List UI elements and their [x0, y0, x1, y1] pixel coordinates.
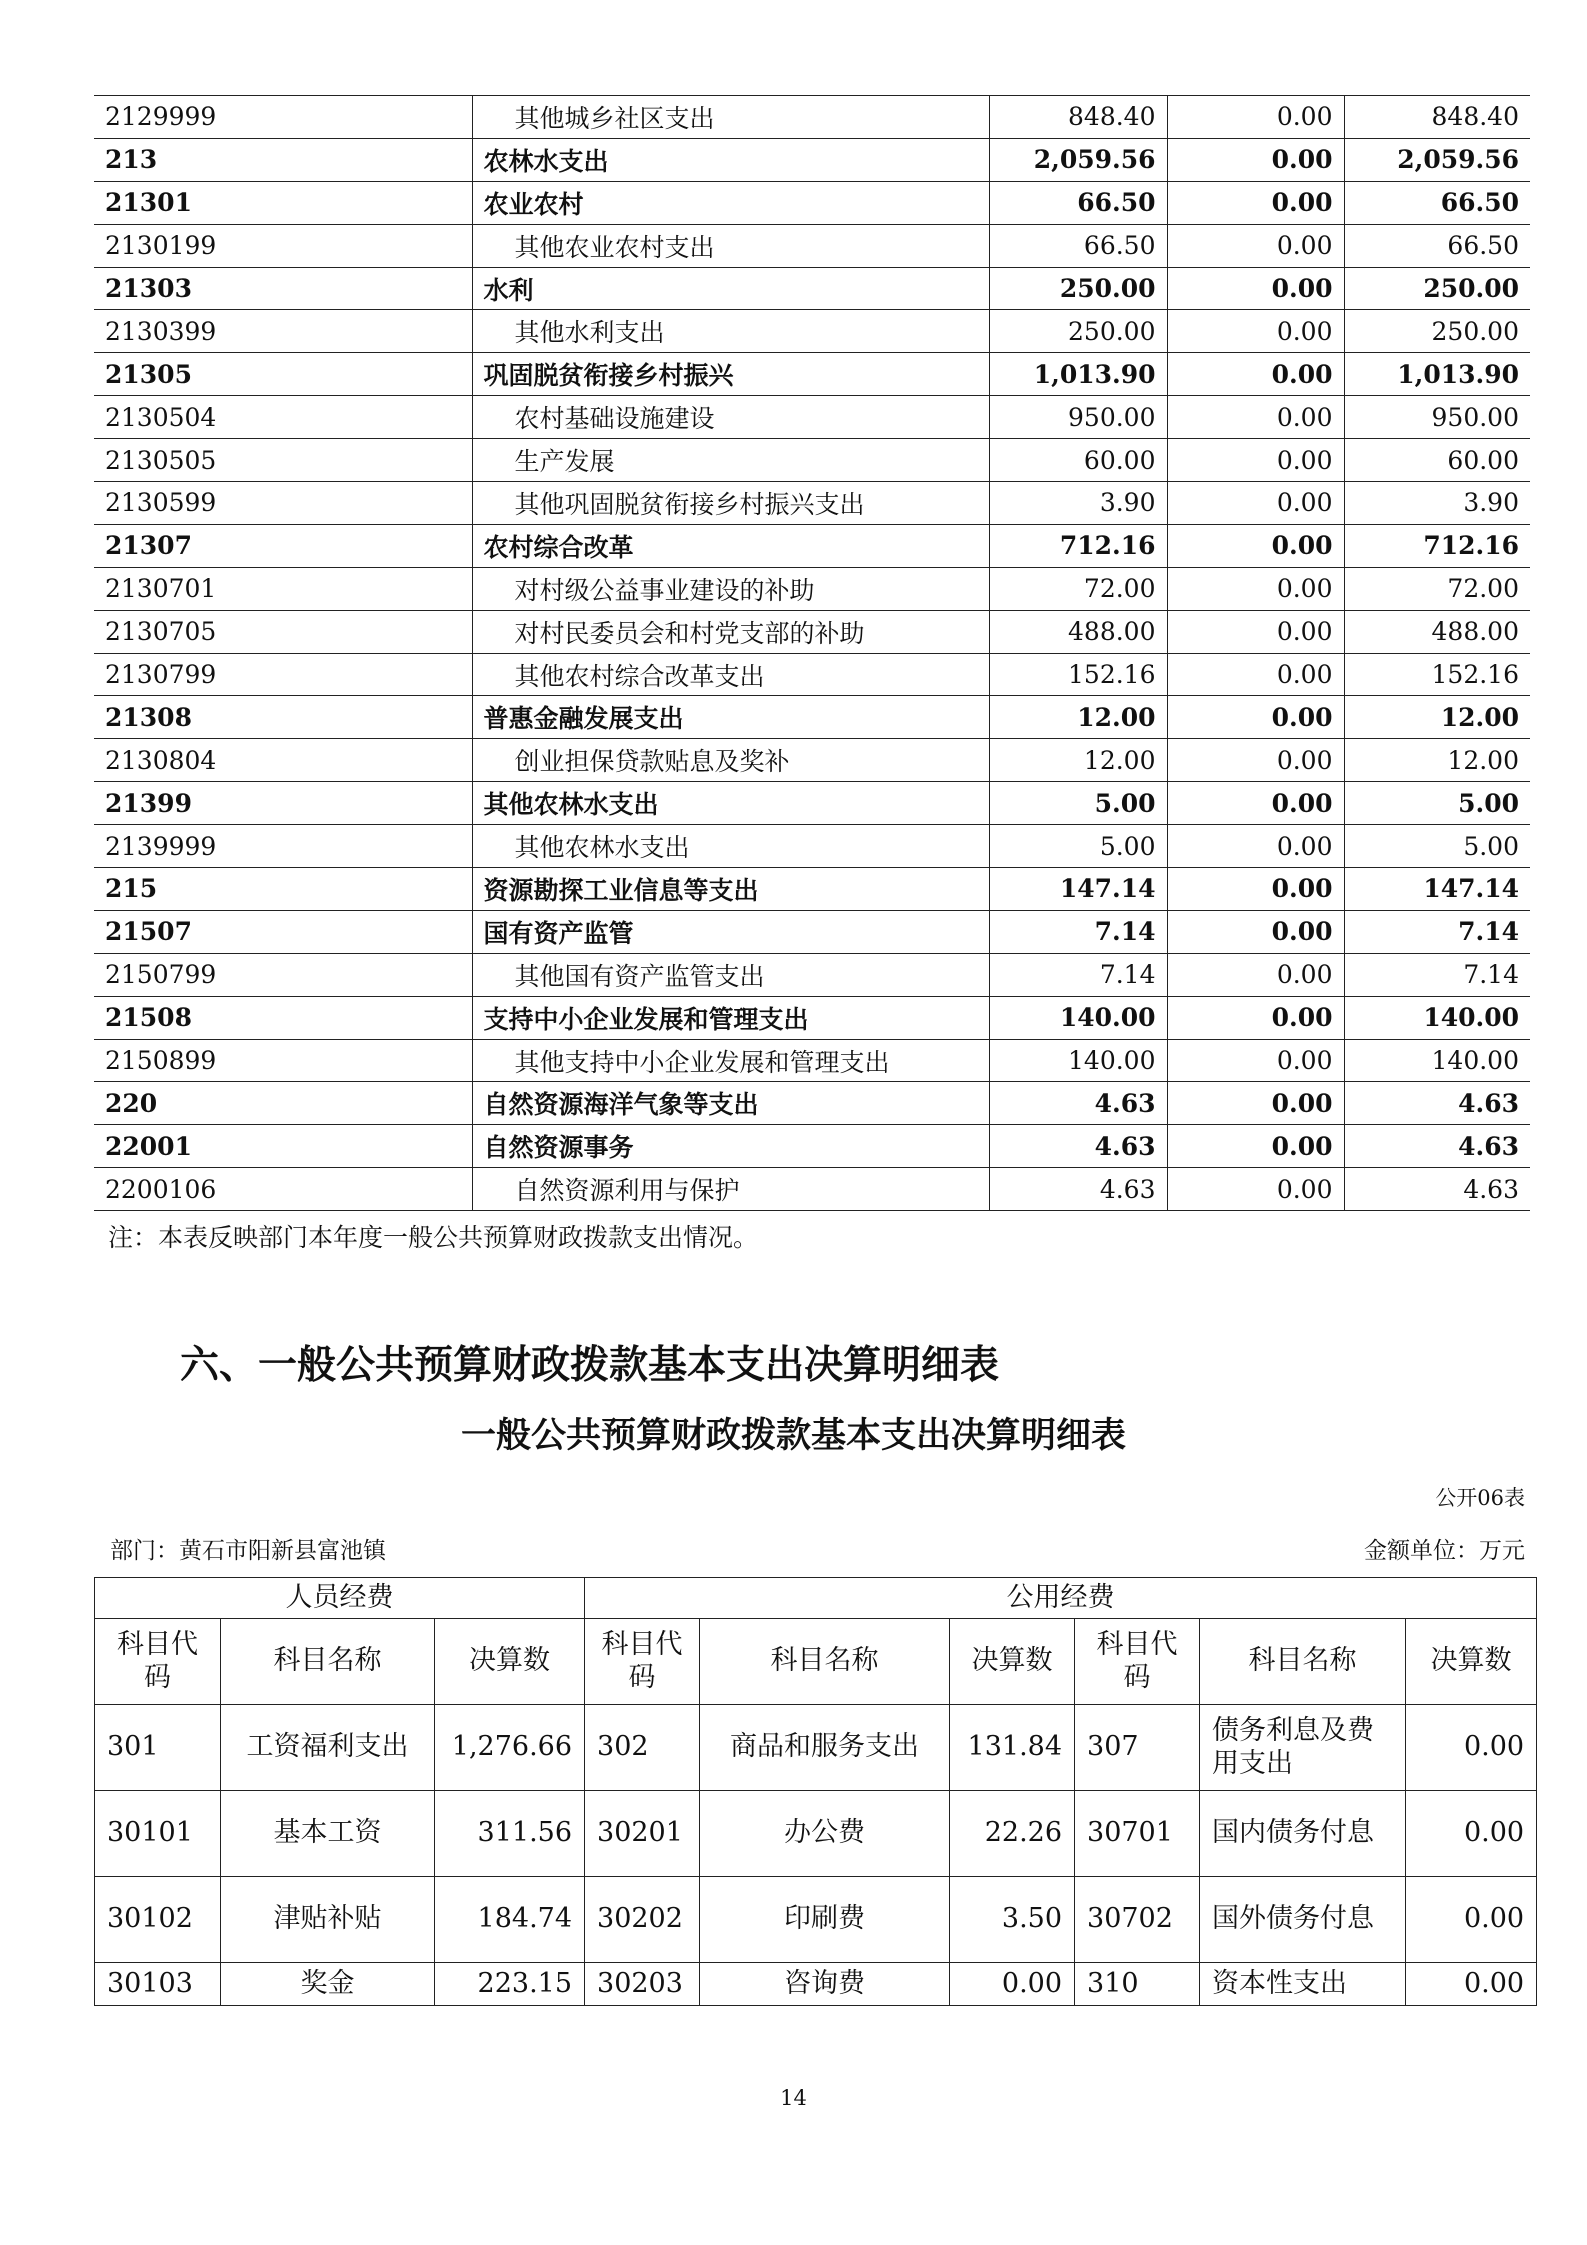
amount-b: 0.00 [1167, 1168, 1344, 1211]
public-name: 咨询费 [700, 1963, 950, 2006]
subject-name: 农村综合改革 [472, 524, 989, 567]
table-row [94, 1039, 1530, 1082]
table-row [94, 610, 1530, 653]
subject-code: 2130701 [94, 567, 472, 610]
amount-total: 72.00 [989, 567, 1167, 610]
amount-c: 12.00 [1344, 739, 1530, 782]
subject-name: 农业农村 [472, 181, 989, 224]
amount-c: 3.90 [1344, 482, 1530, 525]
public-code-2: 30701 [1075, 1791, 1200, 1877]
table-row [94, 353, 1530, 396]
public-amount: 3.50 [950, 1877, 1075, 1963]
amount-total: 147.14 [989, 868, 1167, 911]
group-header-row [95, 1578, 1537, 1619]
amount-c: 66.50 [1344, 224, 1530, 267]
subject-code: 2130199 [94, 224, 472, 267]
subject-code: 21308 [94, 696, 472, 739]
subject-code: 2130399 [94, 310, 472, 353]
amount-b: 0.00 [1167, 267, 1344, 310]
subject-name: 对村民委员会和村党支部的补助 [472, 610, 989, 653]
table-row [94, 868, 1530, 911]
personnel-name: 津贴补贴 [221, 1877, 435, 1963]
amount-c: 140.00 [1344, 996, 1530, 1039]
subject-name: 自然资源利用与保护 [472, 1168, 989, 1211]
col-header: 科目名称 [1200, 1619, 1406, 1705]
amount-b: 0.00 [1167, 696, 1344, 739]
public-name-2: 债务利息及费用支出 [1200, 1705, 1406, 1791]
public-amount-2: 0.00 [1406, 1877, 1537, 1963]
amount-b: 0.00 [1167, 868, 1344, 911]
amount-c: 152.16 [1344, 653, 1530, 696]
subject-code: 21508 [94, 996, 472, 1039]
amount-b: 0.00 [1167, 96, 1344, 139]
amount-b: 0.00 [1167, 181, 1344, 224]
group-personnel: 人员经费 [95, 1578, 585, 1619]
group-public: 公用经费 [585, 1578, 1537, 1619]
table-row [94, 739, 1530, 782]
subject-name: 自然资源海洋气象等支出 [472, 1082, 989, 1125]
amount-c: 4.63 [1344, 1168, 1530, 1211]
table-row [94, 310, 1530, 353]
public-name: 印刷费 [700, 1877, 950, 1963]
table-row [94, 653, 1530, 696]
expenditure-table [94, 95, 1530, 1211]
table-note: 注：本表反映部门本年度一般公共预算财政拨款支出情况。 [108, 1223, 759, 1252]
amount-c: 848.40 [1344, 96, 1530, 139]
table-row [94, 696, 1530, 739]
amount-b: 0.00 [1167, 482, 1344, 525]
col-header: 决算数 [435, 1619, 585, 1705]
subject-name: 自然资源事务 [472, 1125, 989, 1168]
table-row [94, 181, 1530, 224]
amount-total: 7.14 [989, 910, 1167, 953]
subject-code: 21307 [94, 524, 472, 567]
table-row [94, 953, 1530, 996]
subject-name: 水利 [472, 267, 989, 310]
subject-code: 21305 [94, 353, 472, 396]
table-row [95, 1963, 1537, 2006]
subject-code: 2130804 [94, 739, 472, 782]
column-header-row [95, 1619, 1537, 1705]
expenditure-table-body [94, 96, 1530, 1211]
subject-code: 21399 [94, 782, 472, 825]
amount-b: 0.00 [1167, 1125, 1344, 1168]
unit-label: 金额单位：万元 [1364, 1538, 1525, 1564]
table-row [94, 224, 1530, 267]
col-header: 决算数 [1406, 1619, 1537, 1705]
personnel-amount: 223.15 [435, 1963, 585, 2006]
table-row [94, 1082, 1530, 1125]
subject-code: 2130599 [94, 482, 472, 525]
amount-b: 0.00 [1167, 996, 1344, 1039]
amount-total: 712.16 [989, 524, 1167, 567]
personnel-amount: 311.56 [435, 1791, 585, 1877]
personnel-name: 奖金 [221, 1963, 435, 2006]
amount-c: 5.00 [1344, 825, 1530, 868]
amount-c: 712.16 [1344, 524, 1530, 567]
table-title: 一般公共预算财政拨款基本支出决算明细表 [460, 1416, 1126, 1456]
table-row [94, 138, 1530, 181]
subject-name: 生产发展 [472, 439, 989, 482]
subject-name: 其他农林水支出 [472, 825, 989, 868]
amount-total: 488.00 [989, 610, 1167, 653]
amount-c: 488.00 [1344, 610, 1530, 653]
amount-b: 0.00 [1167, 910, 1344, 953]
subject-name: 支持中小企业发展和管理支出 [472, 996, 989, 1039]
table-row [94, 96, 1530, 139]
amount-c: 66.50 [1344, 181, 1530, 224]
public-code-2: 30702 [1075, 1877, 1200, 1963]
amount-total: 66.50 [989, 224, 1167, 267]
amount-total: 950.00 [989, 396, 1167, 439]
table-row [94, 567, 1530, 610]
public-amount-2: 0.00 [1406, 1705, 1537, 1791]
subject-code: 213 [94, 138, 472, 181]
subject-name: 其他农林水支出 [472, 782, 989, 825]
amount-total: 152.16 [989, 653, 1167, 696]
table-row [94, 910, 1530, 953]
personnel-code: 30101 [95, 1791, 221, 1877]
amount-b: 0.00 [1167, 310, 1344, 353]
amount-b: 0.00 [1167, 396, 1344, 439]
col-header: 决算数 [950, 1619, 1075, 1705]
amount-total: 60.00 [989, 439, 1167, 482]
public-code: 30201 [585, 1791, 700, 1877]
col-header: 科目代码 [95, 1619, 221, 1705]
subject-name: 其他巩固脱贫衔接乡村振兴支出 [472, 482, 989, 525]
subject-name: 普惠金融发展支出 [472, 696, 989, 739]
public-code: 30203 [585, 1963, 700, 2006]
amount-total: 4.63 [989, 1168, 1167, 1211]
subject-code: 2139999 [94, 825, 472, 868]
subject-name: 资源勘探工业信息等支出 [472, 868, 989, 911]
subject-code: 21507 [94, 910, 472, 953]
table-row [95, 1877, 1537, 1963]
personnel-name: 工资福利支出 [221, 1705, 435, 1791]
subject-code: 2130799 [94, 653, 472, 696]
subject-name: 对村级公益事业建设的补助 [472, 567, 989, 610]
amount-total: 1,013.90 [989, 353, 1167, 396]
public-name-2: 国外债务付息 [1200, 1877, 1406, 1963]
amount-c: 250.00 [1344, 310, 1530, 353]
subject-code: 21303 [94, 267, 472, 310]
subject-code: 2129999 [94, 96, 472, 139]
public-code: 302 [585, 1705, 700, 1791]
amount-total: 4.63 [989, 1082, 1167, 1125]
section-heading: 六、一般公共预算财政拨款基本支出决算明细表 [180, 1343, 1000, 1388]
subject-code: 21301 [94, 181, 472, 224]
amount-b: 0.00 [1167, 782, 1344, 825]
table-row [95, 1791, 1537, 1877]
subject-code: 22001 [94, 1125, 472, 1168]
amount-b: 0.00 [1167, 610, 1344, 653]
table-row [94, 267, 1530, 310]
amount-total: 2,059.56 [989, 138, 1167, 181]
amount-total: 5.00 [989, 782, 1167, 825]
page-number: 14 [780, 2086, 807, 2110]
subject-name: 其他水利支出 [472, 310, 989, 353]
public-amount: 0.00 [950, 1963, 1075, 2006]
col-header: 科目名称 [221, 1619, 435, 1705]
table-row [94, 396, 1530, 439]
amount-b: 0.00 [1167, 825, 1344, 868]
basic-expenditure-table-body [95, 1578, 1537, 2006]
public-amount: 22.26 [950, 1791, 1075, 1877]
public-code-2: 307 [1075, 1705, 1200, 1791]
amount-b: 0.00 [1167, 653, 1344, 696]
department-label: 部门：黄石市阳新县富池镇 [110, 1538, 386, 1564]
subject-name: 农村基础设施建设 [472, 396, 989, 439]
amount-c: 4.63 [1344, 1082, 1530, 1125]
amount-total: 66.50 [989, 181, 1167, 224]
table-row [94, 1168, 1530, 1211]
personnel-code: 301 [95, 1705, 221, 1791]
personnel-name: 基本工资 [221, 1791, 435, 1877]
amount-total: 848.40 [989, 96, 1167, 139]
personnel-code: 30102 [95, 1877, 221, 1963]
amount-c: 4.63 [1344, 1125, 1530, 1168]
amount-b: 0.00 [1167, 567, 1344, 610]
amount-c: 140.00 [1344, 1039, 1530, 1082]
subject-name: 创业担保贷款贴息及奖补 [472, 739, 989, 782]
subject-name: 其他农村综合改革支出 [472, 653, 989, 696]
subject-code: 2150899 [94, 1039, 472, 1082]
table-row [94, 996, 1530, 1039]
subject-name: 农林水支出 [472, 138, 989, 181]
subject-code: 220 [94, 1082, 472, 1125]
amount-total: 12.00 [989, 739, 1167, 782]
amount-b: 0.00 [1167, 439, 1344, 482]
amount-c: 7.14 [1344, 910, 1530, 953]
amount-b: 0.00 [1167, 953, 1344, 996]
form-number: 公开06表 [1435, 1486, 1525, 1510]
table-row [94, 782, 1530, 825]
public-name-2: 资本性支出 [1200, 1963, 1406, 2006]
subject-code: 2200106 [94, 1168, 472, 1211]
amount-b: 0.00 [1167, 353, 1344, 396]
public-name: 办公费 [700, 1791, 950, 1877]
amount-c: 12.00 [1344, 696, 1530, 739]
amount-c: 72.00 [1344, 567, 1530, 610]
amount-b: 0.00 [1167, 739, 1344, 782]
amount-c: 1,013.90 [1344, 353, 1530, 396]
amount-c: 5.00 [1344, 782, 1530, 825]
amount-b: 0.00 [1167, 138, 1344, 181]
public-code: 30202 [585, 1877, 700, 1963]
public-name-2: 国内债务付息 [1200, 1791, 1406, 1877]
personnel-code: 30103 [95, 1963, 221, 2006]
subject-code: 2150799 [94, 953, 472, 996]
subject-name: 其他城乡社区支出 [472, 96, 989, 139]
basic-expenditure-table [94, 1577, 1537, 2006]
col-header: 科目代码 [1075, 1619, 1200, 1705]
amount-c: 2,059.56 [1344, 138, 1530, 181]
amount-c: 7.14 [1344, 953, 1530, 996]
public-name: 商品和服务支出 [700, 1705, 950, 1791]
col-header: 科目代码 [585, 1619, 700, 1705]
amount-b: 0.00 [1167, 1082, 1344, 1125]
col-header: 科目名称 [700, 1619, 950, 1705]
amount-total: 140.00 [989, 1039, 1167, 1082]
amount-total: 5.00 [989, 825, 1167, 868]
public-amount-2: 0.00 [1406, 1963, 1537, 2006]
amount-total: 250.00 [989, 267, 1167, 310]
amount-b: 0.00 [1167, 524, 1344, 567]
amount-total: 12.00 [989, 696, 1167, 739]
amount-c: 250.00 [1344, 267, 1530, 310]
public-amount: 131.84 [950, 1705, 1075, 1791]
amount-total: 3.90 [989, 482, 1167, 525]
public-code-2: 310 [1075, 1963, 1200, 2006]
table-row [94, 524, 1530, 567]
public-amount-2: 0.00 [1406, 1791, 1537, 1877]
amount-b: 0.00 [1167, 224, 1344, 267]
subject-name: 其他支持中小企业发展和管理支出 [472, 1039, 989, 1082]
table-row [94, 825, 1530, 868]
amount-c: 60.00 [1344, 439, 1530, 482]
subject-name: 巩固脱贫衔接乡村振兴 [472, 353, 989, 396]
personnel-amount: 184.74 [435, 1877, 585, 1963]
subject-name: 国有资产监管 [472, 910, 989, 953]
subject-code: 2130705 [94, 610, 472, 653]
table-row [94, 439, 1530, 482]
subject-name: 其他农业农村支出 [472, 224, 989, 267]
table-row [95, 1705, 1537, 1791]
amount-c: 147.14 [1344, 868, 1530, 911]
subject-name: 其他国有资产监管支出 [472, 953, 989, 996]
amount-total: 140.00 [989, 996, 1167, 1039]
amount-total: 250.00 [989, 310, 1167, 353]
table-row [94, 1125, 1530, 1168]
amount-b: 0.00 [1167, 1039, 1344, 1082]
amount-c: 950.00 [1344, 396, 1530, 439]
amount-total: 4.63 [989, 1125, 1167, 1168]
personnel-amount: 1,276.66 [435, 1705, 585, 1791]
table-row [94, 482, 1530, 525]
subject-code: 2130504 [94, 396, 472, 439]
subject-code: 2130505 [94, 439, 472, 482]
subject-code: 215 [94, 868, 472, 911]
amount-total: 7.14 [989, 953, 1167, 996]
